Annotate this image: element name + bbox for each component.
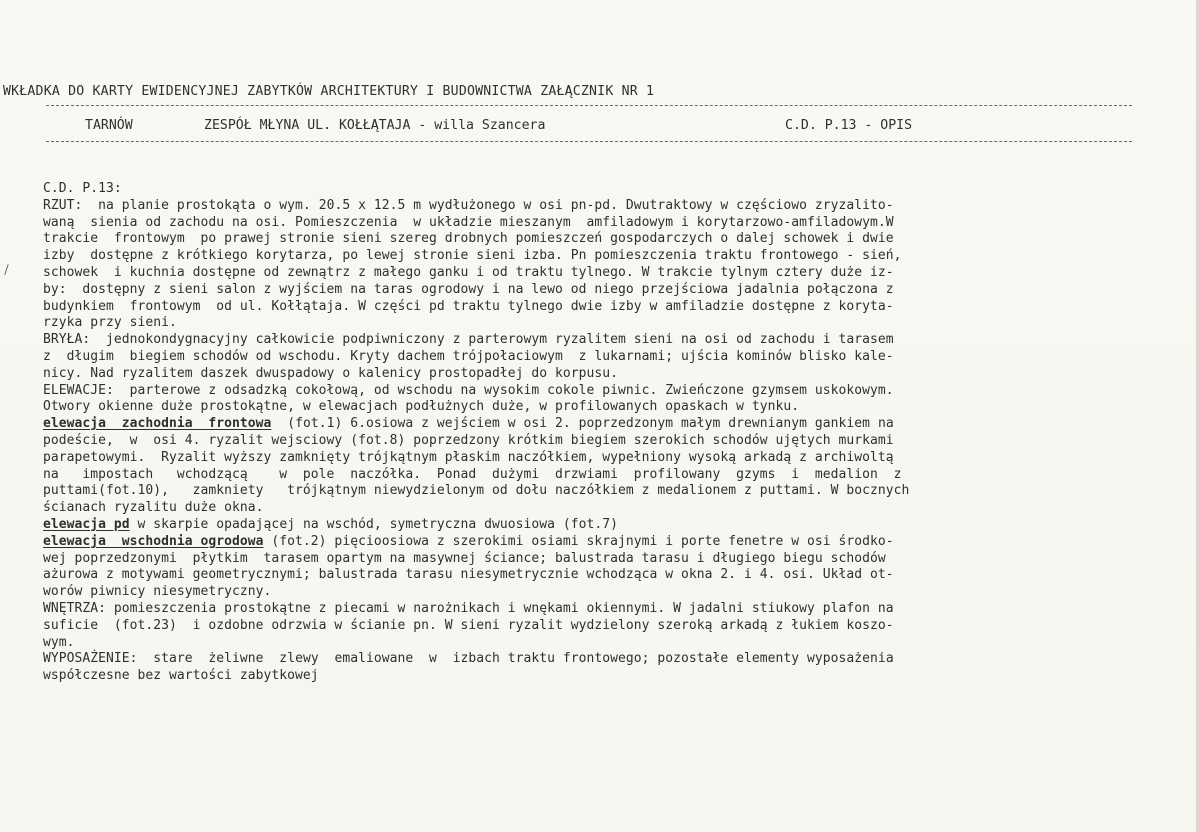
text-line: wym. [43, 634, 75, 650]
document-title: WKŁADKA DO KARTY EWIDENCYJNEJ ZABYTKÓW ARCHITEKTURY I BUDOWNICTWA ZAŁĄCZNIK NR 1 [3, 84, 655, 99]
text-line: budynkiem frontowym od ul. Kołłątaja. W części pd traktu tylnego dwie izby w amfiladzie dostępne z koryta- [43, 298, 894, 314]
text-span: na planie prostokąta o wym. 20.5 x 12.5 m wydłużonego w osi pn-pd. Dwutraktowy w częściowo zryzalito- [82, 197, 894, 213]
text-line: współczesne bez wartości zabytkowej [43, 668, 319, 684]
text-line: nicy. Nad ryzalitem daszek dwuspadowy o kalenicy prostopadłej do korpusu. [43, 365, 618, 381]
document-code: C.D. P.13 - OPIS [785, 118, 913, 133]
text-line: worów piwnicy niesymetryczny. [43, 584, 272, 600]
section-label-rzut: RZUT: [43, 197, 83, 213]
section-label-wyposazenie: WYPOSAŻENIE: [43, 651, 138, 667]
text-line: z długim biegiem schodów od wschodu. Kryty dachem trójpołaciowym z lukarnami; ujścia kominów blisko kale- [43, 348, 894, 364]
text-line [43, 601, 1143, 618]
text-line: podeście, w osi 4. ryzalit wejsciowy (fot.8) poprzedzony krótkim biegiem szerokich schodów ujętych murkami [43, 432, 894, 448]
text-line: suficie (fot.23) i ozdobne odrzwia w ścianie pn. W sieni ryzalit wydzielony szeroką arkadą z łukiem koszo- [43, 617, 894, 633]
text-line: Otwory okienne duże prostokątne, w elewacjach podłużnych duże, w profilowanych opaskach w tynku. [43, 399, 800, 415]
text-line: C.D. P.13: [43, 181, 122, 196]
text-line: trakcie frontowym po prawej stronie sieni szereg drobnych pomieszczeń gospodarczych o dalej schowek i dwie [43, 231, 894, 247]
city-label: TARNÓW [85, 118, 133, 133]
section-label-bryla: BRYŁA: [43, 332, 91, 348]
text-line: schowek i kuchnia dostępne od zewnątrz z małego ganku i od traktu tylnego. W trakcie tylnym cztery duże iz- [43, 264, 894, 280]
subsection-label-west-facade: elewacja zachodnia frontowa [43, 416, 272, 432]
text-line [43, 332, 1143, 349]
description-body [43, 181, 1143, 685]
text-line [43, 383, 1143, 400]
section-label-wnetrza: WNĘTRZA: [43, 600, 107, 616]
text-span: parterowe z odsadzką cokołową, od wschodu na wysokim cokole piwnic. Zwieńczone gzymsem uskokowym. [113, 382, 894, 398]
text-line [43, 534, 1143, 551]
dashed-divider-top [46, 105, 1132, 106]
dashed-divider-bottom [46, 141, 1132, 142]
text-line: ażurowa z motywami geometrycznymi; balustrada tarasu niesymetrycznie wchodząca w okna 2. i 4. osi. Układ ot- [43, 567, 894, 583]
text-line: parapetowymi. Ryzalit wyższy zamknięty trójkątnym płaskim naczółkiem, wypełniony wysoką arkadą z archiwoltą [43, 449, 894, 465]
text-line [43, 651, 1143, 668]
text-span: stare żeliwne zlewy emaliowane w izbach traktu frontowego; pozostałe elementy wyposażenia [137, 651, 894, 667]
text-line: na impostach wchodzącą w pole naczółka. Ponad dużymi drzwiami profilowany gzyms i medalion z [43, 466, 902, 482]
text-span: (fot.1) 6.osiowa z wejściem w osi 2. poprzedzonym małym drewnianym gankiem na [271, 416, 894, 432]
section-label-elewacje: ELEWACJE: [43, 382, 114, 398]
text-span: pomieszczenia prostokątne z piecami w narożnikach i wnękami okiennymi. W jadalni stiukowy plafon na [106, 600, 894, 616]
text-line [43, 416, 1143, 433]
text-span: (fot.2) pięcioosiowa z szerokimi osiami skrajnymi i porte fenetre w osi środko- [263, 533, 894, 549]
text-line: wej poprzedzonymi płytkim tarasem opartym na masywnej ściance; balustrada tarasu i długiego biegu schodów [43, 550, 886, 566]
text-line: izby dostępne z krótkiego korytarza, po lewej stronie sieni izba. Pn pomieszczenia traktu frontowego - sień, [43, 248, 902, 264]
text-span: w skarpie opadającej na wschód, symetryczna dwuosiowa (fot.7) [129, 516, 619, 532]
margin-tick-mark [4, 264, 8, 275]
text-line: rzyka przy sieni. [43, 315, 177, 331]
text-line: waną sienia od zachodu na osi. Pomieszczenia w układzie mieszanym amfiladowym i korytarzowo-amfiladowym.W [43, 214, 894, 230]
text-line: puttami(fot.10), zamkniety trójkątnym niewydzielonym od dołu naczółkiem z medalionem z puttami. W bocznych [43, 483, 910, 499]
text-line [43, 198, 1143, 215]
subsection-label-east-facade: elewacja wschodnia ogrodowa [43, 533, 264, 549]
text-line: by: dostępny z sieni salon z wyjściem na taras ogrodowy i na lewo od niego przejściowa jadalnia połączona z [43, 281, 894, 297]
subsection-label-south-facade: elewacja pd [43, 516, 130, 532]
text-line: ścianach ryzalitu duże okna. [43, 500, 264, 516]
text-line [43, 517, 1143, 534]
complex-label: ZESPÓŁ MŁYNA UL. KOŁŁĄTAJA - willa Szancera [204, 118, 546, 133]
text-span: jednokondygnacyjny całkowicie podpiwniczony z parterowym ryzalitem sieni na osi od zachodu i tarasem [90, 332, 894, 348]
